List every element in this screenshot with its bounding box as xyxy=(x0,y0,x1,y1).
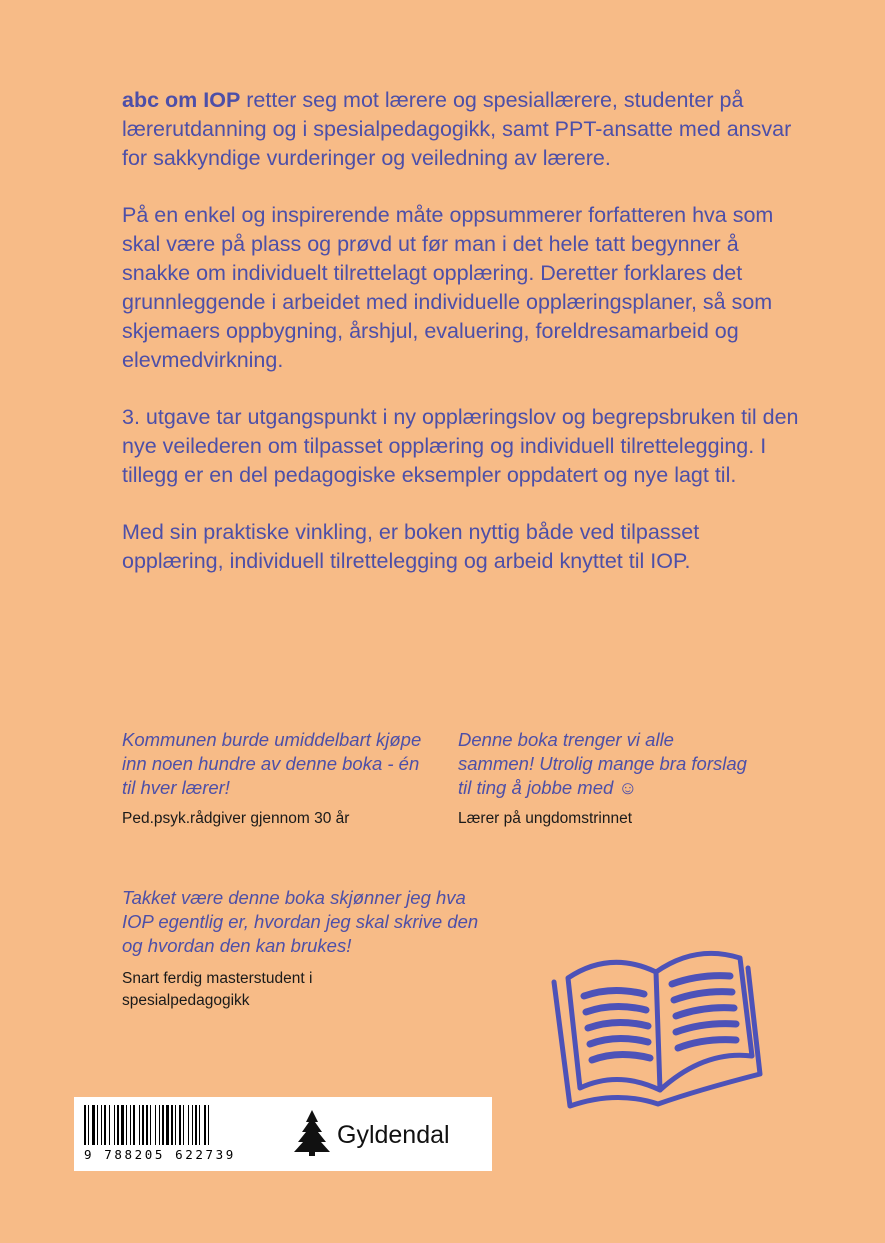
quote-3: Takket være denne boka skjønner jeg hva IOP egentlig er, hvordan jeg skal skrive den og hvordan den kan brukes! xyxy=(122,887,479,956)
quote-2-attribution: Lærer på ungdomstrinnet xyxy=(458,810,633,827)
blurb-paragraph-2: På en enkel og inspirerende måte oppsummerer forfatteren hva som skal være på plass og prøvd ut før man i det hele tatt begynner å snakke om individuelt tilrettelagt opplæring. Deretter forklares det grunnleggende i arbeidet med individuelle opplæringsplaner, så som skjemaers oppbygning, årshjul, evaluering, foreldresamarbeid og elevmedvirkning. xyxy=(122,203,774,372)
blurb-paragraph-1-text: retter seg mot lærere og spesiallærere, studenter på lærerutdanning og i spesialpedagogikk, samt PPT-ansatte med ansvar for sakkyndige vurderinger og veiledning av lærere. xyxy=(122,88,792,170)
isbn-number: 9 788205 622739 xyxy=(84,1147,236,1162)
back-cover-blurb xyxy=(122,86,802,604)
open-book-icon xyxy=(548,930,770,1120)
barcode-panel xyxy=(74,1097,492,1171)
title-lead: abc om IOP xyxy=(122,88,241,112)
blurb-paragraph-3: 3. utgave tar utgangspunkt i ny opplæringslov og begrepsbruken til den nye veilederen om tilpasset opplæring og individuell tilrettelegging. I tillegg er en del pedagogiske eksempler oppdatert og nye lagt til. xyxy=(122,405,799,487)
quote-1-attribution: Ped.psyk.rådgiver gjennom 30 år xyxy=(122,810,350,827)
publisher-name: Gyldendal xyxy=(337,1121,450,1149)
quote-3-attribution: Snart ferdig masterstudent i spesialpedagogikk xyxy=(122,970,313,1009)
tree-logo-icon xyxy=(294,1110,330,1156)
blurb-paragraph-4: Med sin praktiske vinkling, er boken nyttig både ved tilpasset opplæring, individuell tilrettelegging og arbeid knyttet til IOP. xyxy=(122,520,700,573)
blurb-paragraph-1 xyxy=(122,86,802,173)
quote-1: Kommunen burde umiddelbart kjøpe inn noen hundre av denne boka - én til hver lærer! xyxy=(122,729,422,798)
barcode xyxy=(84,1105,324,1145)
quote-2: Denne boka trenger vi alle sammen! Utrolig mange bra forslag til ting å jobbe med ☺ xyxy=(458,729,747,798)
